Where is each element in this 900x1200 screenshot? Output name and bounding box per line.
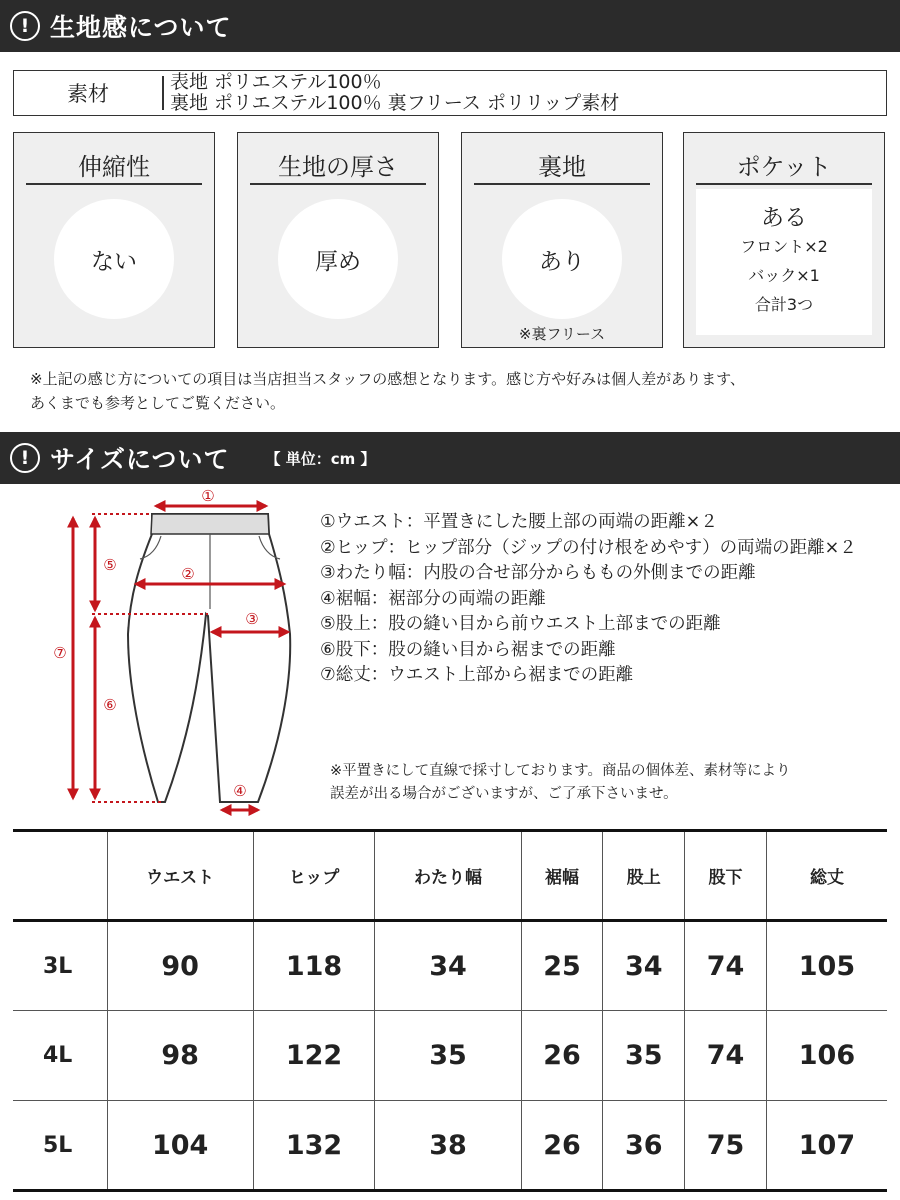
table-cell: 107 bbox=[766, 1101, 887, 1191]
table-cell: 34 bbox=[375, 921, 521, 1011]
divider bbox=[250, 183, 426, 185]
card-title: 裏地 bbox=[538, 153, 586, 181]
table-cell: 26 bbox=[521, 1101, 603, 1191]
pants-measurement-diagram bbox=[40, 484, 310, 819]
header-cell bbox=[13, 831, 107, 921]
table-row bbox=[13, 1101, 887, 1191]
divider bbox=[474, 183, 650, 185]
exclamation-circle-icon: ! bbox=[10, 443, 40, 473]
table-cell: 122 bbox=[253, 1011, 375, 1101]
table-cell: 105 bbox=[766, 921, 887, 1011]
card-thickness bbox=[237, 132, 439, 348]
card-title: 伸縮性 bbox=[78, 153, 150, 181]
table-cell: 104 bbox=[107, 1101, 253, 1191]
table-cell: 34 bbox=[603, 921, 685, 1011]
header-cell: ウエスト bbox=[107, 831, 253, 921]
header-cell: ヒップ bbox=[253, 831, 375, 921]
material-row bbox=[13, 70, 887, 116]
card-pocket bbox=[683, 132, 885, 348]
size-label: 4L bbox=[13, 1011, 107, 1101]
marker-total-length: ⑦ bbox=[53, 644, 67, 662]
table-cell: 75 bbox=[685, 1101, 767, 1191]
measurement-note-line: ※平置きにして直線で採寸しております。商品の個体差、素材等により bbox=[330, 763, 791, 779]
pocket-front: フロント×2 bbox=[740, 237, 828, 256]
definition-hip: ②ヒップ：ヒップ部分（ジップの付け根をめやす）の両端の距離×２ bbox=[320, 537, 857, 558]
card-value: 厚め bbox=[278, 199, 398, 319]
card-value: ある bbox=[761, 205, 807, 231]
section-title: 生地感について bbox=[50, 13, 232, 42]
marker-rise: ⑤ bbox=[103, 556, 117, 574]
definition-rise: ⑤股上：股の縫い目から前ウエスト上部までの距離 bbox=[320, 614, 721, 634]
pocket-details bbox=[696, 189, 872, 335]
header-cell: 股上 bbox=[603, 831, 685, 921]
divider bbox=[26, 183, 202, 185]
table-cell: 132 bbox=[253, 1101, 375, 1191]
definition-inseam: ⑥股下：股の縫い目から裾までの距離 bbox=[320, 639, 616, 660]
measurement-note-line: 誤差が出る場合がございますが、ご了承下さいませ。 bbox=[330, 786, 678, 802]
table-cell: 118 bbox=[253, 921, 375, 1011]
definition-waist: ①ウエスト：平置きにした腰上部の両端の距離×２ bbox=[320, 512, 718, 532]
size-label: 3L bbox=[13, 921, 107, 1011]
table-cell: 25 bbox=[521, 921, 603, 1011]
table-cell: 35 bbox=[375, 1011, 521, 1101]
table-row bbox=[13, 921, 887, 1011]
material-line-outer: 表地 ポリエステル100％ bbox=[170, 71, 382, 93]
fabric-feature-cards bbox=[13, 132, 887, 350]
card-value: ない bbox=[54, 199, 174, 319]
marker-hip: ② bbox=[181, 565, 195, 583]
table-cell: 35 bbox=[603, 1011, 685, 1101]
divider bbox=[696, 183, 872, 185]
header-cell: わたり幅 bbox=[375, 831, 521, 921]
definition-thigh: ③わたり幅：内股の合せ部分からももの外側までの距離 bbox=[320, 563, 756, 583]
size-table bbox=[13, 829, 887, 1192]
table-cell: 74 bbox=[685, 921, 767, 1011]
marker-inseam: ⑥ bbox=[103, 696, 117, 714]
measurement-definitions bbox=[320, 510, 857, 689]
card-value: あり bbox=[502, 199, 622, 319]
card-stretch bbox=[13, 132, 215, 348]
table-cell: 98 bbox=[107, 1011, 253, 1101]
material-label: 素材 bbox=[67, 82, 109, 106]
table-cell: 36 bbox=[603, 1101, 685, 1191]
table-cell: 106 bbox=[766, 1011, 887, 1101]
disclaimer-line: ※上記の感じ方についての項目は当店担当スタッフの感想となります。感じ方や好みは個人差があります、 bbox=[30, 370, 745, 388]
section-title: サイズについて bbox=[50, 445, 230, 474]
unit-label: 【 単位：cm 】 bbox=[265, 449, 376, 468]
header-cell: 裾幅 bbox=[521, 831, 603, 921]
definition-hem: ④裾幅：裾部分の両端の距離 bbox=[320, 588, 546, 609]
table-row bbox=[13, 1011, 887, 1101]
measurement-note bbox=[330, 760, 791, 806]
card-title: 生地の厚さ bbox=[278, 153, 398, 181]
card-note: ※裏フリース bbox=[518, 325, 606, 343]
marker-waist: ① bbox=[201, 487, 215, 505]
disclaimer bbox=[30, 367, 745, 415]
table-cell: 90 bbox=[107, 921, 253, 1011]
material-line-lining: 裏地 ポリエステル100％ 裏フリース ポリリップ素材 bbox=[170, 92, 620, 114]
material-lines bbox=[164, 71, 619, 115]
waistband bbox=[151, 514, 269, 534]
size-label: 5L bbox=[13, 1101, 107, 1191]
marker-thigh: ③ bbox=[245, 610, 259, 628]
table-cell: 26 bbox=[521, 1011, 603, 1101]
table-cell: 74 bbox=[685, 1011, 767, 1101]
header-cell: 総丈 bbox=[766, 831, 887, 921]
header-cell: 股下 bbox=[685, 831, 767, 921]
card-lining bbox=[461, 132, 663, 348]
pants-outline-icon bbox=[128, 514, 290, 802]
section-header-fabric bbox=[0, 0, 900, 52]
pocket-total: 合計3つ bbox=[754, 295, 814, 314]
card-title: ポケット bbox=[736, 153, 832, 181]
table-header-row bbox=[13, 831, 887, 921]
definition-total-length: ⑦総丈：ウエスト上部から裾までの距離 bbox=[320, 665, 634, 685]
disclaimer-line: あくまでも参考としてご覧ください。 bbox=[30, 394, 286, 412]
pocket-back: バック×1 bbox=[748, 266, 820, 285]
section-header-size bbox=[0, 432, 900, 484]
table-cell: 38 bbox=[375, 1101, 521, 1191]
marker-hem: ④ bbox=[233, 782, 247, 800]
exclamation-circle-icon: ! bbox=[10, 11, 40, 41]
